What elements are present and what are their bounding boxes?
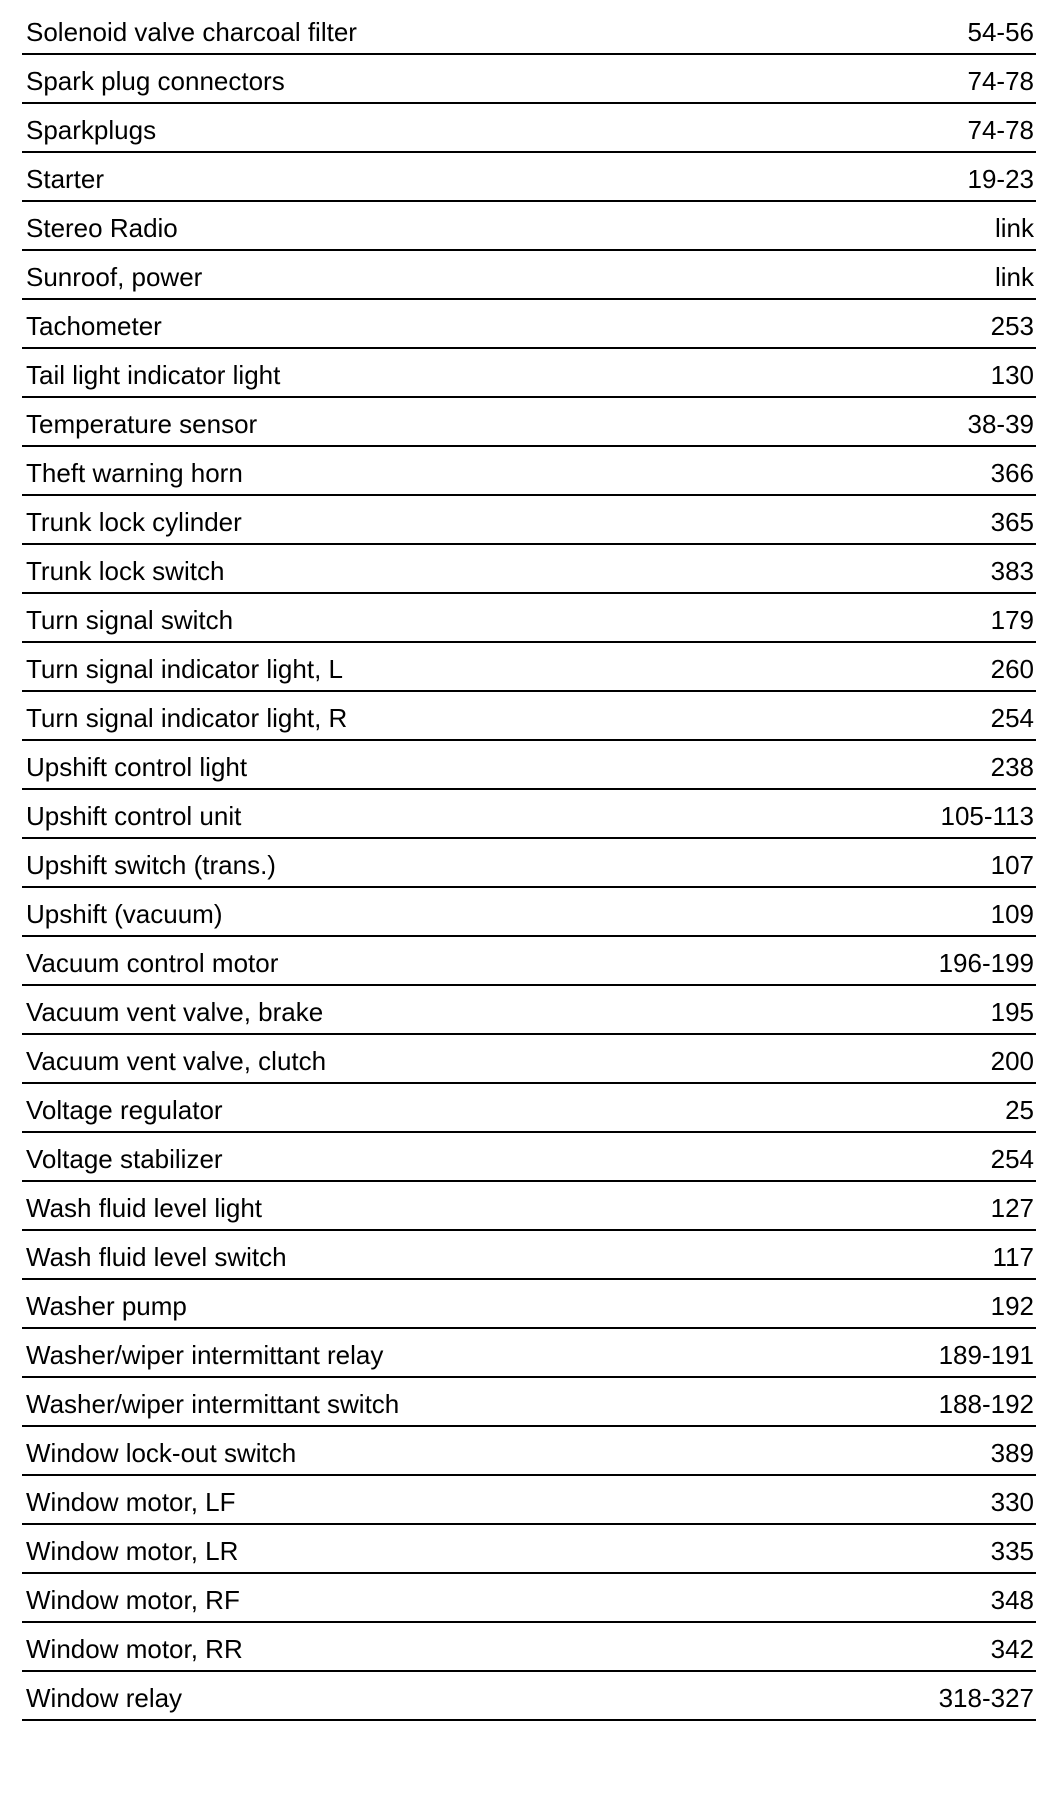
table-row	[22, 1525, 1036, 1574]
page-reference-link[interactable]: link	[994, 262, 1034, 292]
table-row	[22, 839, 1036, 888]
component-name: Voltage stabilizer	[26, 1144, 223, 1174]
page-reference: 389	[990, 1438, 1034, 1468]
page-reference: 25	[1005, 1095, 1034, 1125]
page-reference: 253	[990, 311, 1034, 341]
component-name: Trunk lock cylinder	[26, 507, 242, 537]
component-name: Tachometer	[26, 311, 162, 341]
page-reference: 130	[990, 360, 1034, 390]
component-name: Tail light indicator light	[26, 360, 281, 390]
component-name: Wash fluid level light	[26, 1193, 263, 1223]
page-reference: 19-23	[967, 164, 1034, 194]
component-name: Turn signal indicator light, R	[26, 703, 348, 733]
page-reference: 254	[990, 1144, 1034, 1174]
table-row	[22, 1378, 1036, 1427]
table-row	[22, 937, 1036, 986]
page-reference: 383	[990, 556, 1034, 586]
component-name: Window motor, LR	[26, 1536, 239, 1566]
table-row	[22, 1574, 1036, 1623]
component-index-table	[22, 6, 1036, 1721]
component-name: Starter	[26, 164, 105, 194]
table-row	[22, 888, 1036, 937]
table-row	[22, 251, 1036, 300]
page-reference-link[interactable]: link	[994, 213, 1034, 243]
table-row	[22, 1035, 1036, 1084]
table-row	[22, 545, 1036, 594]
component-name: Upshift switch (trans.)	[26, 850, 276, 880]
table-row	[22, 643, 1036, 692]
table-row	[22, 741, 1036, 790]
page-reference: 192	[990, 1291, 1034, 1321]
component-name: Washer/wiper intermittant relay	[26, 1340, 384, 1370]
component-name: Window motor, LF	[26, 1487, 236, 1517]
component-name: Trunk lock switch	[26, 556, 225, 586]
component-name: Washer pump	[26, 1291, 187, 1321]
page-reference: 348	[990, 1585, 1034, 1615]
table-row	[22, 1133, 1036, 1182]
page-reference: 330	[990, 1487, 1034, 1517]
component-name: Voltage regulator	[26, 1095, 223, 1125]
page-reference: 318-327	[938, 1683, 1034, 1713]
table-row	[22, 1280, 1036, 1329]
page-reference: 254	[990, 703, 1034, 733]
page-reference: 335	[990, 1536, 1034, 1566]
table-row	[22, 104, 1036, 153]
page-reference: 260	[990, 654, 1034, 684]
table-row	[22, 398, 1036, 447]
page-reference: 189-191	[938, 1340, 1034, 1370]
component-name: Wash fluid level switch	[26, 1242, 287, 1272]
component-name: Spark plug connectors	[26, 66, 285, 96]
component-name: Upshift control unit	[26, 801, 242, 831]
table-row	[22, 1084, 1036, 1133]
component-name: Window relay	[26, 1683, 183, 1713]
table-row	[22, 349, 1036, 398]
page-reference: 127	[990, 1193, 1034, 1223]
table-row	[22, 1623, 1036, 1672]
component-name: Vacuum control motor	[26, 948, 279, 978]
component-name: Washer/wiper intermittant switch	[26, 1389, 400, 1419]
page-reference: 107	[990, 850, 1034, 880]
table-row	[22, 496, 1036, 545]
table-row	[22, 1427, 1036, 1476]
component-name: Window motor, RR	[26, 1634, 243, 1664]
table-row	[22, 1329, 1036, 1378]
component-name: Vacuum vent valve, clutch	[26, 1046, 327, 1076]
component-name: Turn signal switch	[26, 605, 234, 635]
component-name: Window lock-out switch	[26, 1438, 297, 1468]
table-row	[22, 986, 1036, 1035]
table-row	[22, 790, 1036, 839]
table-row	[22, 153, 1036, 202]
table-row	[22, 300, 1036, 349]
page-reference: 105-113	[940, 801, 1034, 831]
table-row	[22, 1672, 1036, 1721]
table-row	[22, 1182, 1036, 1231]
table-row	[22, 594, 1036, 643]
table-row	[22, 1231, 1036, 1280]
page-reference: 238	[990, 752, 1034, 782]
page-reference: 54-56	[967, 17, 1034, 47]
component-name: Vacuum vent valve, brake	[26, 997, 324, 1027]
page-reference: 74-78	[967, 115, 1034, 145]
component-name: Solenoid valve charcoal filter	[26, 17, 357, 47]
page-reference: 365	[990, 507, 1034, 537]
component-name: Upshift control light	[26, 752, 248, 782]
component-name: Sparkplugs	[26, 115, 157, 145]
page-reference: 38-39	[967, 409, 1034, 439]
component-name: Upshift (vacuum)	[26, 899, 223, 929]
table-row	[22, 6, 1036, 55]
component-name: Stereo Radio	[26, 213, 178, 243]
table-row	[22, 692, 1036, 741]
page-reference: 188-192	[938, 1389, 1034, 1419]
page-reference: 195	[990, 997, 1034, 1027]
component-name: Sunroof, power	[26, 262, 203, 292]
component-name: Window motor, RF	[26, 1585, 240, 1615]
component-name: Theft warning horn	[26, 458, 243, 488]
page-reference: 109	[990, 899, 1034, 929]
page-reference: 200	[990, 1046, 1034, 1076]
page-reference: 366	[990, 458, 1034, 488]
component-name: Turn signal indicator light, L	[26, 654, 343, 684]
page-reference: 179	[990, 605, 1034, 635]
page-reference: 74-78	[967, 66, 1034, 96]
component-name: Temperature sensor	[26, 409, 258, 439]
page-reference: 117	[992, 1242, 1034, 1272]
table-row	[22, 447, 1036, 496]
table-row	[22, 1476, 1036, 1525]
page-reference: 196-199	[938, 948, 1034, 978]
table-row	[22, 55, 1036, 104]
table-row	[22, 202, 1036, 251]
page-reference: 342	[990, 1634, 1034, 1664]
